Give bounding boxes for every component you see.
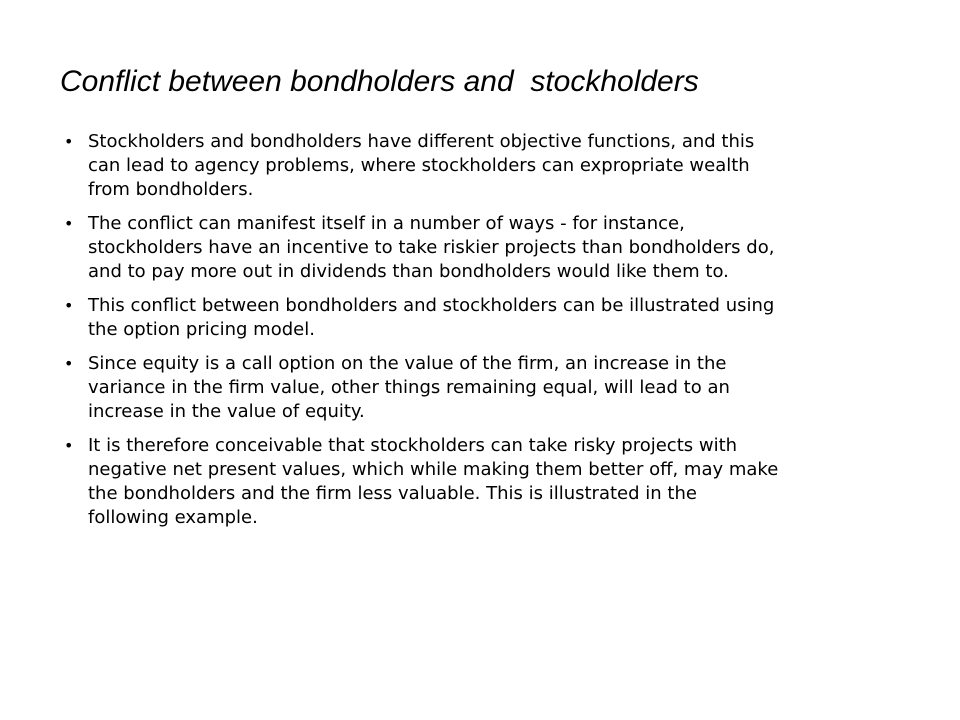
bullet-item-2 [64,212,924,284]
bullet-item-5 [64,434,924,530]
bullet-text: Since equity is a call option on the value of the firm, an increase in the variance in the firm value, other things remaining equal, will lead to an increase in the value of equity. [88,353,730,422]
bullet-icon: • [64,436,74,455]
bullet-icon: • [64,296,74,315]
bullet-list [64,130,924,540]
bullet-text: Stockholders and bondholders have different objective functions, and this can lead to agency problems, where stockholders can expropriate wealth from bondholders. [88,131,755,200]
bullet-icon: • [64,214,74,233]
bullet-icon: • [64,354,74,373]
bullet-item-4 [64,352,924,424]
bullet-item-3 [64,294,924,342]
bullet-text: This conflict between bondholders and stockholders can be illustrated using the option pricing model. [88,295,775,340]
bullet-item-1 [64,130,924,202]
bullet-icon: • [64,132,74,151]
bullet-text: It is therefore conceivable that stockholders can take risky projects with negative net present values, which while making them better off, may make the bondholders and the firm less valuable. This is illustrated in the following example. [88,435,779,528]
slide-title: Conflict between bondholders and stockholders [60,65,699,98]
bullet-text: The conflict can manifest itself in a number of ways - for instance, stockholders have an incentive to take riskier projects than bondholders do, and to pay more out in dividends than bondholders would like them to. [88,213,775,282]
